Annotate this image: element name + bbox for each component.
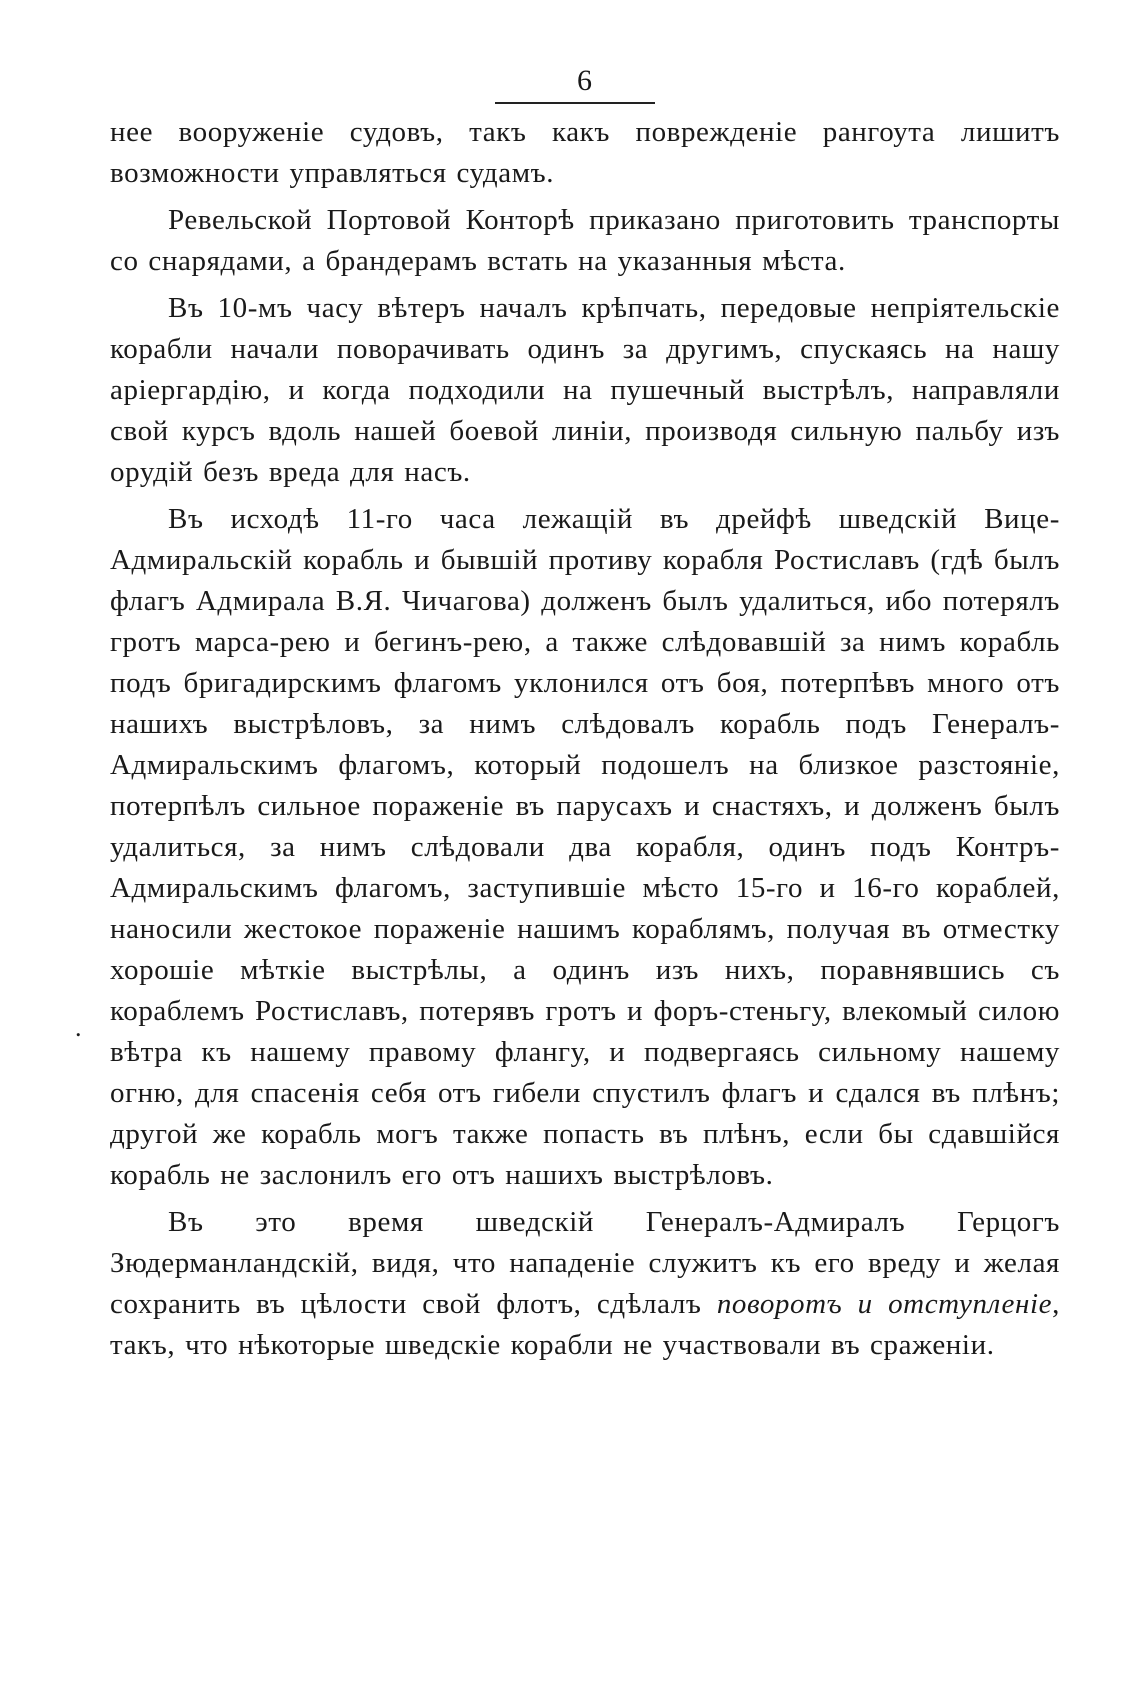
paragraph-1: нее вооруженіе судовъ, такъ какъ поврежденіе рангоута лишитъ возможности управляться судамъ. — [110, 116, 1060, 189]
margin-dot: . — [75, 1013, 82, 1042]
paragraph-5 — [110, 1202, 1060, 1366]
page-header — [110, 60, 1060, 112]
header-rule — [495, 102, 655, 104]
paragraph-5-start: Въ это время шведскій Генералъ-Адмиралъ Герцогъ Зюдерманландскій, видя, что нападеніе служитъ къ его вреду и желая сохранить въ цѣлости свой флотъ, сдѣлалъ — [110, 1206, 1060, 1320]
paragraph-4: Въ исходѣ 11-го часа лежащій въ дрейфѣ шведскій Вице-Адмиральскій корабль и бывшій противу корабля Ростиславъ (гдѣ былъ флагъ Адмирала В.Я. Чичагова) долженъ былъ удалиться, ибо потерялъ гротъ марса-рею и бегинъ-рею, а также слѣдовавшій за нимъ корабль подъ бригадирскимъ флагомъ уклонился отъ боя, потерпѣвъ много отъ нашихъ выстрѣловъ, за нимъ слѣдовалъ корабль подъ Генералъ-Адмиральскимъ флагомъ, который подошелъ на близкое разстояніе, потерпѣлъ сильное пораженіе въ парусахъ и снастяхъ, и долженъ былъ удалиться, за нимъ слѣдовали два корабля, одинъ подъ Контръ-Адмиральскимъ флагомъ, заступившіе мѣсто 15-го и 16-го кораблей, наносили жестокое пораженіе нашимъ кораблямъ, получая въ отместку хорошіе мѣткіе выстрѣлы, а одинъ изъ нихъ, поравнявшись съ кораблемъ Ростиславъ, потерявъ гротъ и форъ-стеньгу, влекомый силою вѣтра къ нашему правому флангу, и подвергаясь сильному нашему огню, для спасенія себя отъ гибели спустилъ флагъ и сдался въ плѣнъ; другой же корабль могъ также попасть въ плѣнъ, если бы сдавшійся корабль не заслонилъ его отъ нашихъ выстрѣловъ. — [110, 503, 1060, 1191]
paragraph-3: Въ 10-мъ часу вѣтеръ началъ крѣпчать, передовые непріятельскіе корабли начали поворачивать одинъ за другимъ, спускаясь на нашу аріергардію, и когда подходили на пушечный выстрѣлъ, направляли свой курсъ вдоль нашей боевой линіи, производя сильную пальбу изъ орудій безъ вреда для насъ. — [110, 292, 1060, 488]
paragraph-5-italic-phrase: поворотъ и отступленіе — [716, 1288, 1053, 1320]
paragraph-2: Ревельской Портовой Конторѣ приказано приготовить транспорты со снарядами, а брандерамъ встать на указанныя мѣста. — [110, 204, 1060, 277]
document-page — [110, 60, 1060, 1372]
page-number: 6 — [577, 64, 593, 97]
body-text — [110, 112, 1060, 1366]
paragraph-5-end: , такъ, что нѣкоторые шведскіе корабли не участвовали въ сраженіи. — [110, 1288, 1060, 1361]
